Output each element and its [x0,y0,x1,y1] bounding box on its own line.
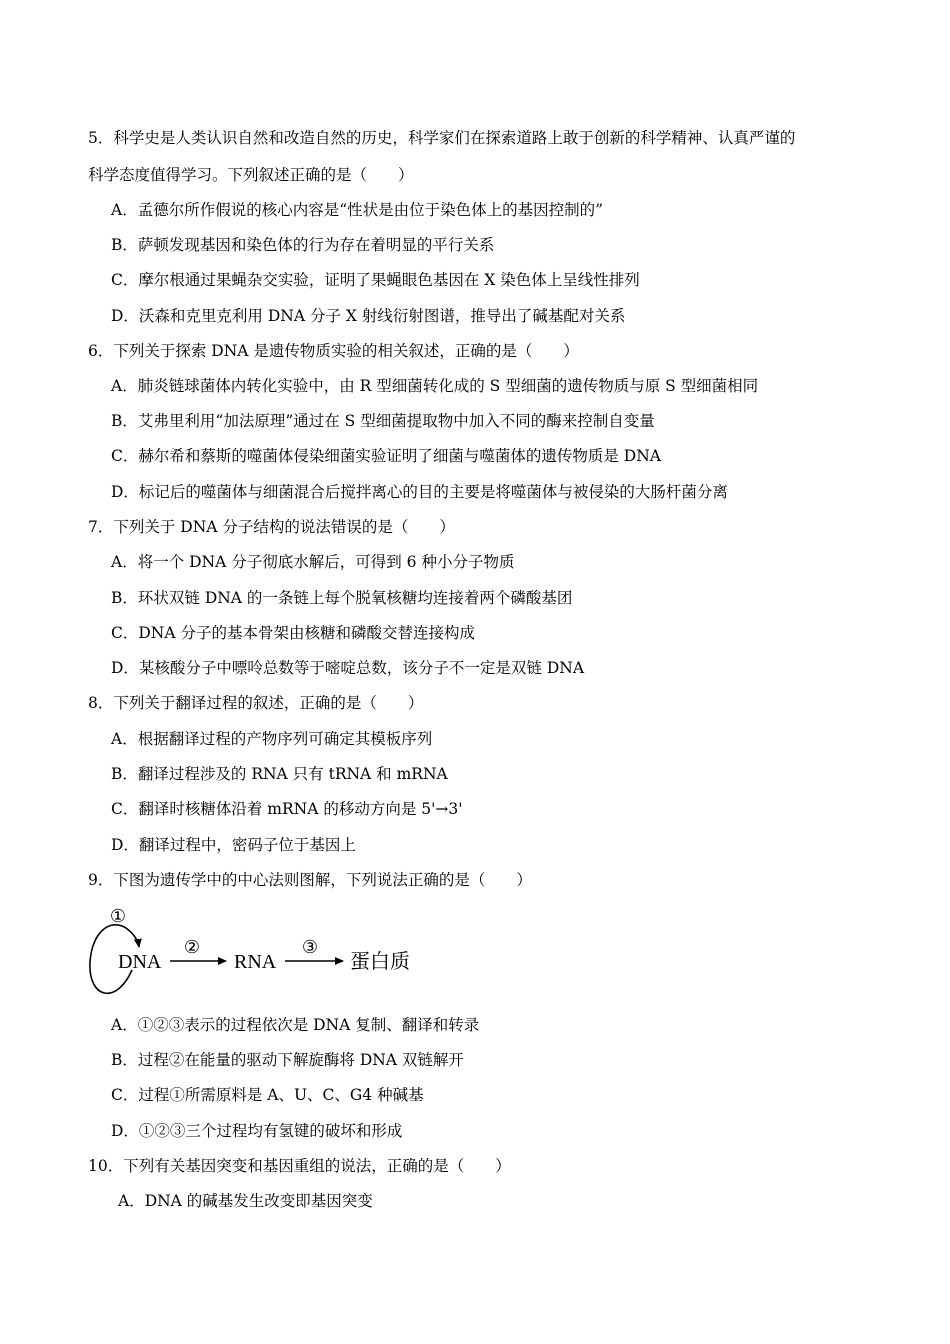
question-7-option-d: D．某核酸分子中嘌呤总数等于嘧啶总数，该分子不一定是双链 DNA [111,659,585,677]
question-6-option-a: A．肺炎链球菌体内转化实验中，由 R 型细菌转化成的 S 型细菌的遗传物质与原 S 型细菌相同 [111,377,759,395]
question-7-option-a: A．将一个 DNA 分子彻底水解后，可得到 6 种小分子物质 [111,553,515,571]
step-2-label: ② [183,937,201,957]
central-dogma-diagram [86,898,426,1008]
question-5-option-d: D．沃森和克里克利用 DNA 分子 X 射线衍射图谱，推导出了碱基配对关系 [111,307,626,325]
question-9-option-b: B．过程②在能量的驱动下解旋酶将 DNA 双链解开 [111,1051,464,1069]
question-7-option-c: C．DNA 分子的基本骨架由核糖和磷酸交替连接构成 [111,624,475,642]
question-5-stem-line-1: 5．科学史是人类认识自然和改造自然的历史，科学家们在探索道路上敢于创新的科学精神、认真严谨的 [88,129,796,147]
question-9-option-c: C．过程①所需原料是 A、U、C、G4 种碱基 [111,1086,424,1104]
question-6-option-c: C．赫尔希和蔡斯的噬菌体侵染细菌实验证明了细菌与噬菌体的遗传物质是 DNA [111,447,661,465]
question-8-option-c: C．翻译时核糖体沿着 mRNA 的移动方向是 5'→3' [111,800,463,818]
question-5-option-a: A．孟德尔所作假说的核心内容是“性状是由位于染色体上的基因控制的” [111,201,604,219]
question-10-stem: 10．下列有关基因突变和基因重组的说法，正确的是（ ） [88,1157,511,1175]
question-8-option-a: A．根据翻译过程的产物序列可确定其模板序列 [111,730,433,748]
question-8-stem: 8．下列关于翻译过程的叙述，正确的是（ ） [88,694,424,712]
question-5-option-b: B．萨顿发现基因和染色体的行为存在着明显的平行关系 [111,236,495,254]
question-6-option-b: B．艾弗里利用“加法原理”通过在 S 型细菌提取物中加入不同的酶来控制自变量 [111,412,655,430]
dna-label: DNA [118,951,162,973]
question-8-option-b: B．翻译过程涉及的 RNA 只有 tRNA 和 mRNA [111,765,448,783]
question-9-stem: 9．下图为遗传学中的中心法则图解，下列说法正确的是（ ） [88,871,532,889]
question-7-stem: 7．下列关于 DNA 分子结构的说法错误的是（ ） [88,518,455,536]
question-10-option-a: A．DNA 的碱基发生改变即基因突变 [118,1192,373,1210]
question-5-stem-line-2: 科学态度值得学习。下列叙述正确的是（ ） [88,166,414,184]
question-7-option-b: B．环状双链 DNA 的一条链上每个脱氧核糖均连接着两个磷酸基团 [111,589,573,607]
rna-label: RNA [234,951,277,973]
question-8-option-d: D．翻译过程中，密码子位于基因上 [111,836,356,854]
question-6-stem: 6．下列关于探索 DNA 是遗传物质实验的相关叙述，正确的是（ ） [88,342,579,360]
question-5-option-c: C．摩尔根通过果蝇杂交实验，证明了果蝇眼色基因在 X 染色体上呈线性排列 [111,271,640,289]
step-3-label: ③ [301,937,319,957]
question-6-option-d: D．标记后的噬菌体与细菌混合后搅拌离心的目的主要是将噬菌体与被侵染的大肠杆菌分离 [111,483,728,501]
step-1-label: ① [109,906,127,926]
protein-label: 蛋白质 [350,951,410,973]
question-9-option-a: A．①②③表示的过程依次是 DNA 复制、翻译和转录 [111,1016,480,1034]
question-9-option-d: D．①②③三个过程均有氢键的破坏和形成 [111,1122,403,1140]
